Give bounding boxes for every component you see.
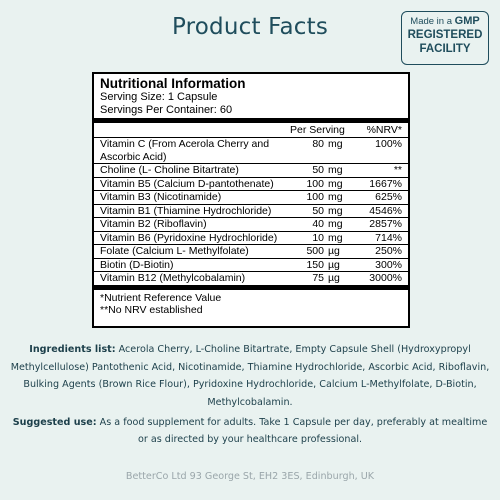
nutrient-name: Vitamin B1 (Thiamine Hydrochloride) bbox=[100, 204, 272, 217]
table-row bbox=[94, 137, 408, 163]
nutrition-heading: Nutritional Information bbox=[100, 76, 246, 91]
nutrient-amount: 150 bbox=[306, 258, 324, 271]
table-row bbox=[94, 163, 408, 177]
nutrient-amount: 100 bbox=[306, 177, 324, 190]
nutrient-nrv: 2857% bbox=[369, 218, 402, 230]
nutrient-amount: 50 bbox=[312, 164, 324, 176]
table-row bbox=[94, 231, 408, 245]
nutrient-nrv: 300% bbox=[375, 258, 402, 271]
table-row bbox=[94, 177, 408, 191]
nutrient-nrv: 4546% bbox=[369, 204, 402, 217]
nutrient-amount: 500 bbox=[306, 245, 324, 257]
table-row bbox=[94, 271, 408, 285]
nutrient-amount: 10 bbox=[312, 231, 324, 244]
table-row bbox=[94, 190, 408, 204]
servings-per-container: Servings Per Container: 60 bbox=[100, 103, 233, 116]
nutrient-nrv: ** bbox=[393, 164, 402, 176]
gmp-badge-prefix: Made in a bbox=[410, 16, 455, 27]
nutrient-nrv: 1667% bbox=[369, 177, 402, 190]
ingredients-text: Acerola Cherry, L-Choline Bitartrate, Empty Capsule Shell (Hydroxypropyl Methylcellulose) Pantothenic Acid, Nicotinamide, Thiamine Hydrochloride, Ascorbic Acid, Riboflavin, Bulking Agents (Brown Rice Flour), Pyridoxine Hydrochloride, Calcium L-Methylfolate, D-Biotin, Methylcobalamin. bbox=[10, 344, 490, 408]
nutrient-nrv: 100% bbox=[375, 138, 402, 150]
footnote-nrv: *Nutrient Reference Value bbox=[100, 291, 222, 304]
nutrient-amount: 80 bbox=[312, 138, 324, 150]
nutrition-column-header bbox=[94, 123, 408, 137]
gmp-badge-line1 bbox=[402, 15, 488, 28]
nutrient-name: Vitamin B3 (Nicotinamide) bbox=[100, 191, 222, 203]
nutrient-unit: mg bbox=[328, 204, 343, 217]
nutrient-name: Vitamin B6 (Pyridoxine Hydrochloride) bbox=[100, 231, 278, 244]
table-row bbox=[94, 204, 408, 218]
nutrient-unit: µg bbox=[328, 245, 340, 257]
serving-size: Serving Size: 1 Capsule bbox=[100, 91, 218, 103]
table-row bbox=[94, 258, 408, 272]
nutrient-amount: 100 bbox=[306, 191, 324, 203]
nutrient-name: Vitamin B5 (Calcium D-pantothenate) bbox=[100, 177, 274, 190]
suggested-use-label: Suggested use: bbox=[12, 417, 97, 428]
nutrient-name: Vitamin C (From Acerola Cherry and Ascorbic Acid) bbox=[100, 138, 270, 163]
nutrient-amount: 40 bbox=[312, 218, 324, 230]
nutrient-unit: mg bbox=[328, 164, 343, 176]
nutrient-name: Vitamin B2 (Riboflavin) bbox=[100, 218, 207, 230]
table-row bbox=[94, 217, 408, 231]
nutrient-unit: mg bbox=[328, 177, 343, 190]
nutrient-unit: mg bbox=[328, 138, 343, 150]
ingredients-list bbox=[10, 341, 490, 411]
nutrient-name: Folate (Calcium L- Methylfolate) bbox=[100, 245, 249, 257]
col-per-serving: Per Serving bbox=[290, 124, 345, 136]
col-nrv: %NRV* bbox=[366, 124, 402, 136]
nutrient-nrv: 3000% bbox=[369, 272, 402, 284]
nutrition-label bbox=[92, 72, 410, 328]
nutrition-rows bbox=[94, 137, 408, 285]
nutrient-nrv: 250% bbox=[375, 245, 402, 257]
page-title: Product Facts bbox=[171, 14, 329, 40]
nutrient-amount: 75 bbox=[312, 272, 324, 284]
nutrient-unit: mg bbox=[328, 191, 343, 203]
nutrition-label-header bbox=[94, 74, 408, 118]
gmp-badge bbox=[401, 11, 489, 65]
gmp-badge-line3: FACILITY bbox=[419, 43, 471, 55]
nutrient-unit: µg bbox=[328, 258, 340, 271]
company-address: BetterCo Ltd 93 George St, EH2 3ES, Edinburgh, UK bbox=[125, 471, 375, 482]
nutrient-name: Vitamin B12 (Methylcobalamin) bbox=[100, 272, 246, 284]
suggested-use-text: As a food supplement for adults. Take 1 Capsule per day, preferably at mealtime or as directed by your healthcare professional. bbox=[96, 417, 488, 445]
nutrient-unit: mg bbox=[328, 231, 343, 244]
table-row bbox=[94, 244, 408, 258]
footnote-no-nrv: **No NRV established bbox=[100, 304, 203, 316]
nutrition-footnotes bbox=[94, 285, 408, 319]
gmp-badge-strong: GMP bbox=[454, 15, 480, 27]
gmp-badge-line2: REGISTERED bbox=[407, 29, 483, 41]
nutrient-name: Choline (L- Choline Bitartrate) bbox=[100, 164, 239, 176]
nutrient-nrv: 714% bbox=[375, 231, 402, 244]
suggested-use bbox=[10, 414, 490, 448]
nutrient-nrv: 625% bbox=[375, 191, 402, 203]
ingredients-label: Ingredients list: bbox=[29, 344, 116, 355]
nutrient-amount: 50 bbox=[312, 204, 324, 217]
nutrient-name: Biotin (D-Biotin) bbox=[100, 258, 174, 271]
nutrient-unit: µg bbox=[328, 272, 340, 284]
nutrient-unit: mg bbox=[328, 218, 343, 230]
